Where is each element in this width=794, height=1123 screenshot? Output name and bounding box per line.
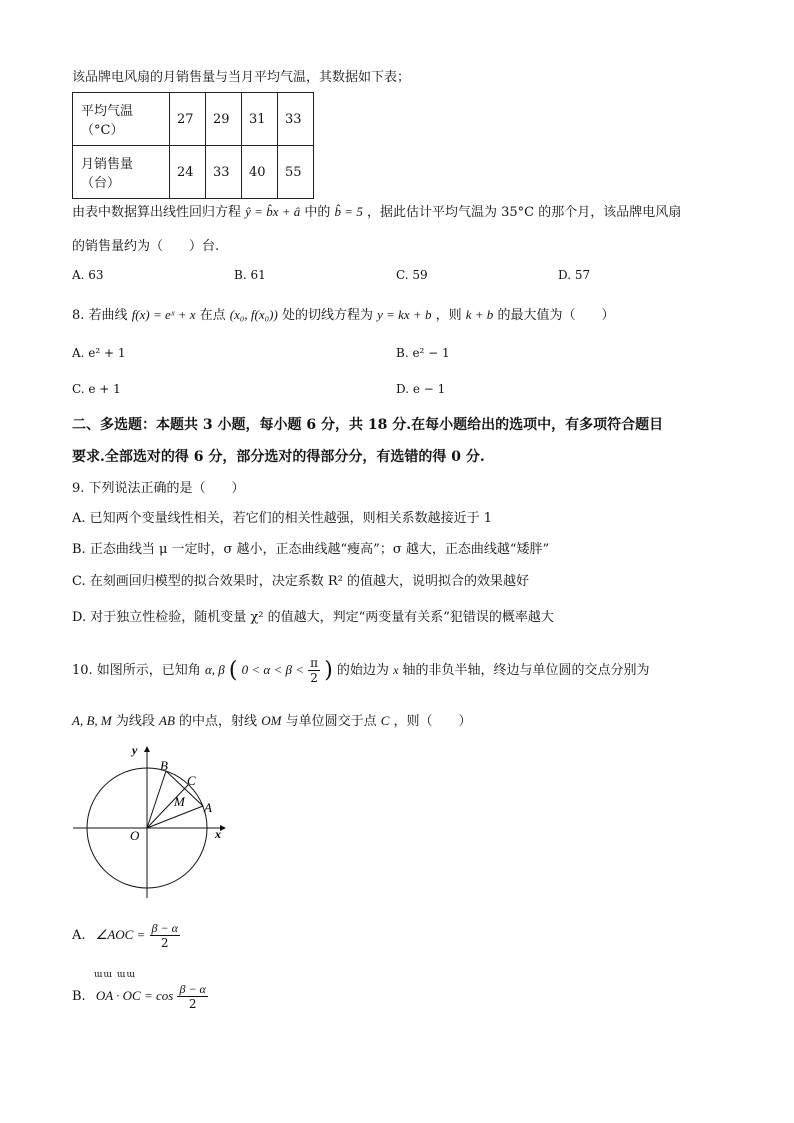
q8-function: f(x) = eˣ + x bbox=[131, 307, 196, 322]
q8-stem bbox=[72, 304, 614, 323]
option-a-fraction bbox=[150, 921, 180, 950]
q7-line1 bbox=[72, 201, 681, 220]
option-a-expression: ∠AOC = bbox=[95, 927, 146, 942]
intro-text: 该品牌电风扇的月销售量与当月平均气温，其数据如下表； bbox=[72, 70, 411, 85]
q10-condition: 0 < α < β < bbox=[241, 662, 305, 677]
section-heading-line2: 要求.全部选对的得 6 分，部分选对的得部分分，有选错的得 0 分. bbox=[72, 449, 485, 465]
pi-over-2-fraction bbox=[308, 656, 320, 685]
option-label: A. bbox=[72, 928, 86, 943]
option-label: B. bbox=[72, 989, 86, 1004]
table-cell: 29 bbox=[206, 93, 242, 146]
fraction-denominator: 2 bbox=[310, 671, 318, 685]
table-cell-label: 平均气温（°C） bbox=[73, 93, 170, 146]
table-cell: 33 bbox=[278, 93, 314, 146]
q8-option-a: A. e² + 1 bbox=[72, 346, 126, 360]
q7-option-c: C. 59 bbox=[396, 268, 428, 282]
q9-option-a: A. 已知两个变量线性相关，若它们的相关性越强，则相关系数越接近于 1 bbox=[72, 511, 493, 526]
q10-segment-ab: AB bbox=[159, 713, 175, 728]
q8-text: 8. 若曲线 bbox=[72, 308, 128, 323]
q10-point-c: C bbox=[380, 713, 390, 728]
q9-stem: 9. 下列说法正确的是（ ） bbox=[72, 481, 245, 496]
fraction-numerator: β − α bbox=[179, 982, 206, 996]
table-row bbox=[73, 146, 314, 199]
q8-option-c: C. e + 1 bbox=[72, 382, 121, 396]
q10-text: ，则（ ） bbox=[393, 714, 472, 729]
q7-line2: 的销售量约为（ ）台. bbox=[72, 239, 220, 254]
q10-stem-line1 bbox=[72, 656, 650, 685]
section-heading-line1: 二、多选题：本题共 3 小题，每小题 6 分，共 18 分.在每小题给出的选项中，有多项符合题目 bbox=[72, 417, 664, 433]
q10-text: 轴的非负半轴，终边与单位圆的交点分别为 bbox=[402, 663, 650, 678]
q10-ray-om: OM bbox=[261, 713, 282, 728]
table-cell: 31 bbox=[242, 93, 278, 146]
q10-angles: α, β bbox=[204, 662, 225, 677]
fraction-denominator: 2 bbox=[188, 997, 197, 1011]
q10-text: 的始边为 bbox=[336, 663, 389, 678]
data-table bbox=[72, 92, 314, 199]
q10-points: A, B, M bbox=[72, 713, 112, 728]
table-cell-label: 月销售量（台） bbox=[73, 146, 170, 199]
fraction-numerator: β − α bbox=[151, 921, 178, 935]
q7-option-d: D. 57 bbox=[558, 268, 591, 282]
fraction-denominator: 2 bbox=[160, 936, 169, 950]
vector-arrow-glyphs: ɯɯ ɯɯ bbox=[94, 970, 136, 980]
temperature-value: 35°C bbox=[501, 205, 535, 220]
ray-ob bbox=[147, 771, 166, 828]
table-cell: 55 bbox=[278, 146, 314, 199]
q9-option-b: B. 正态曲线当 μ 一定时，σ 越小，正态曲线越“瘦高”；σ 越大，正态曲线越“矮胖” bbox=[72, 542, 550, 557]
q7-text: 的那个月，该品牌电风扇 bbox=[538, 205, 682, 220]
label-m: M bbox=[174, 794, 185, 809]
label-y: y bbox=[132, 743, 138, 757]
q10-x-variable: x bbox=[393, 663, 399, 677]
q10-text: 10. 如图所示，已知角 bbox=[72, 663, 201, 678]
label-a: A bbox=[204, 800, 212, 815]
ray-oa bbox=[147, 806, 203, 828]
table-cell: 33 bbox=[206, 146, 242, 199]
q8-tangent: y = kx + b bbox=[377, 307, 432, 322]
q7-text: ，据此估计平均气温为 bbox=[366, 205, 497, 220]
q7-option-a: A. 63 bbox=[72, 268, 104, 282]
q8-text: 处的切线方程为 bbox=[281, 308, 373, 323]
table-cell: 27 bbox=[170, 93, 206, 146]
fraction-numerator: π bbox=[310, 656, 319, 670]
table-cell: 24 bbox=[170, 146, 206, 199]
table-row bbox=[73, 93, 314, 146]
unit-circle-figure bbox=[70, 740, 230, 900]
q7-option-b: B. 61 bbox=[234, 268, 266, 282]
q8-option-d: D. e − 1 bbox=[396, 382, 446, 396]
q9-option-c: C. 在刻画回归模型的拟合效果时，决定系数 R² 的值越大，说明拟合的效果越好 bbox=[72, 574, 530, 589]
q8-option-b: B. e² − 1 bbox=[396, 346, 450, 360]
q7-text: 中的 bbox=[304, 205, 331, 220]
label-c: C bbox=[187, 773, 196, 788]
label-o: O bbox=[130, 828, 140, 843]
y-axis-arrow bbox=[144, 746, 150, 752]
q10-option-a bbox=[72, 921, 180, 950]
paren-left: ( bbox=[228, 658, 238, 683]
option-b-expression: OA · OC = cos bbox=[95, 988, 174, 1003]
q10-text: 与单位圆交于点 bbox=[285, 714, 377, 729]
q8-expression: k + b bbox=[465, 307, 494, 322]
option-b-fraction bbox=[177, 982, 207, 1011]
q10-stem-line2 bbox=[72, 710, 472, 729]
q10-option-b bbox=[72, 982, 208, 1011]
q7-text: 由表中数据算出线性回归方程 bbox=[72, 205, 242, 220]
q10-text: 为线段 bbox=[115, 714, 155, 729]
q8-text: 的最大值为（ ） bbox=[497, 308, 615, 323]
q8-text: ，则 bbox=[435, 308, 462, 323]
b-hat-value: b̂ = 5 bbox=[334, 204, 363, 219]
label-b: B bbox=[160, 758, 168, 773]
regression-equation: ŷ = b̂x + â bbox=[245, 204, 301, 219]
q9-option-d: D. 对于独立性检验，随机变量 χ² 的值越大，判定“两变量有关系”犯错误的概率越大 bbox=[72, 610, 554, 625]
table-cell: 40 bbox=[242, 146, 278, 199]
paren-right: ) bbox=[324, 658, 333, 683]
label-x: x bbox=[215, 827, 221, 841]
q8-point: (x₀, f(x₀)) bbox=[229, 307, 278, 322]
q8-text: 在点 bbox=[199, 308, 226, 323]
q10-text: 的中点，射线 bbox=[179, 714, 258, 729]
